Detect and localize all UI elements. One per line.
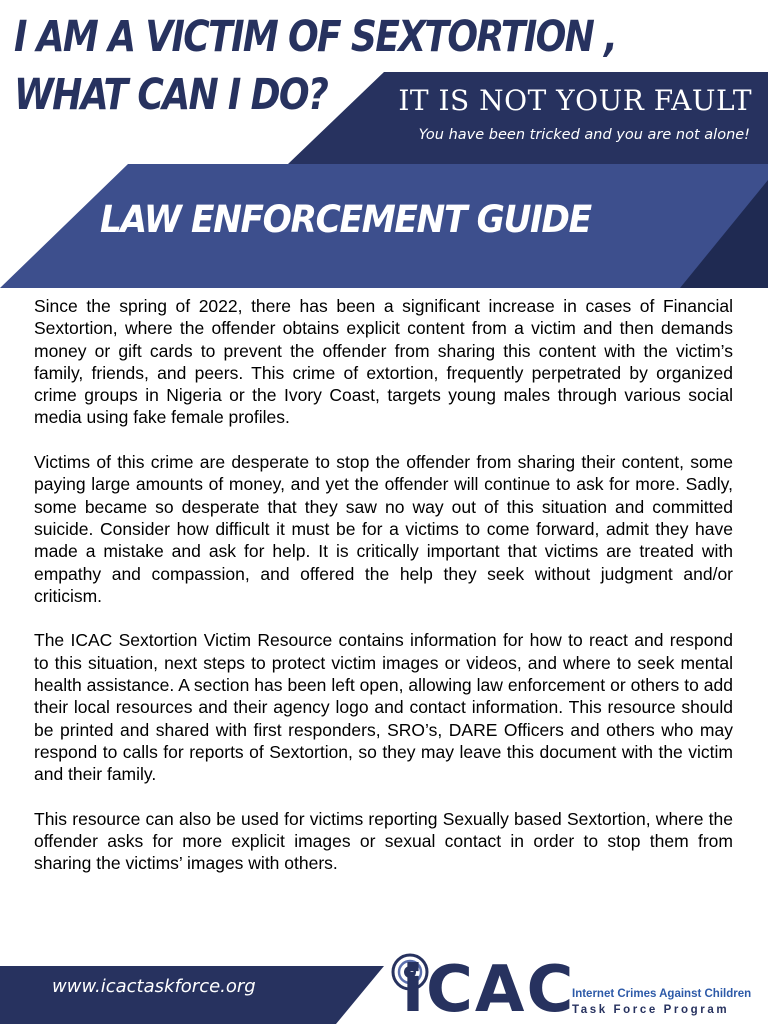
org-name: Internet Crimes Against Children <box>572 988 752 1000</box>
body-paragraph: This resource can also be used for victims reporting Sexually based Sextortion, where the offender asks for more explicit images or sexual contact in order to stop them from sharing the victims’ images with others. <box>34 808 733 874</box>
fault-heading: IT IS NOT YOUR FAULT <box>398 84 752 117</box>
org-program: Task Force Program <box>572 1004 730 1016</box>
body-text <box>34 295 733 897</box>
page-title-line1: I AM A VICTIM OF SEXTORTION , <box>14 12 617 62</box>
body-paragraph: Victims of this crime are desperate to stop the offender from sharing their content, some paying large amounts of money, and yet the offender will continue to ask for more. Sadly, some became so desperate that they saw no way out of this situation and committed suicide. Consider how difficult it must be for a victims to come forward, admit they have made a mistake and ask for help. It is critically important that victims are treated with empathy and compassion, and offered the help they seek without judgment and/or criticism. <box>34 452 733 606</box>
fault-subtext: You have been tricked and you are not alone! <box>418 127 750 143</box>
guide-title: LAW ENFORCEMENT GUIDE <box>100 198 591 241</box>
website-link[interactable]: www.icactaskforce.org <box>52 976 256 997</box>
body-paragraph: Since the spring of 2022, there has been a significant increase in cases of Financial Sextortion, where the offender obtains explicit content from a victim and then demands money or gift cards to prevent the offender from sharing this content with the victim’s family, friends, and peers. This crime of extortion, frequently perpetrated by organized crime groups in Nigeria or the Ivory Coast, targets young males through various social media using fake female profiles. <box>34 296 733 428</box>
page-title-line2: WHAT CAN I DO? <box>14 70 328 120</box>
icac-logo: iCAC <box>402 953 576 1027</box>
body-paragraph: The ICAC Sextortion Victim Resource contains information for how to react and respond to this situation, next steps to protect victim images or videos, and where to seek mental health assistance. A section has been left open, allowing law enforcement or others to add their local resources and their agency logo and contact information. This resource should be printed and shared with first responders, SRO’s, DARE Officers and others who may respond to calls for reports of Sextortion, so they may leave this document with the victim and their family. <box>34 630 733 785</box>
